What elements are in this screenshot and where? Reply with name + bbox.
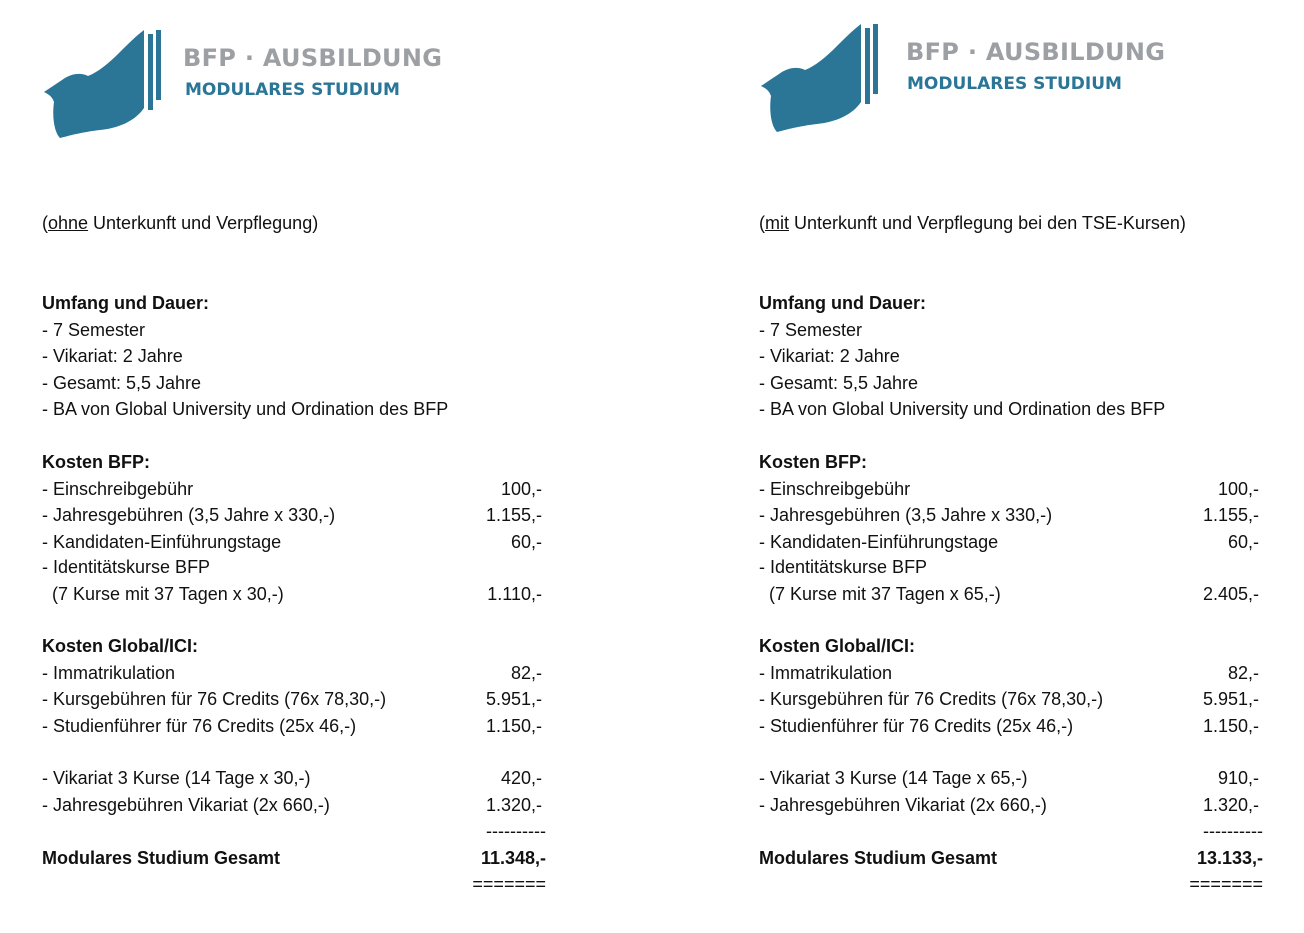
brand-subtitle: MODULARES STUDIUM: [907, 74, 1122, 94]
cost-row: - Vikariat 3 Kurse (14 Tage x 30,-) 420,-: [42, 768, 542, 788]
cost-row: - Immatrikulation 82,-: [759, 663, 1259, 683]
total-row: Modulares Studium Gesamt 11.348,-: [42, 848, 546, 868]
global-costs-heading: Kosten Global/ICI:: [759, 636, 916, 656]
cost-row: - Kandidaten-Einführungstage 60,-: [42, 532, 542, 552]
sum-separator: ----------: [486, 821, 546, 841]
cost-row: - Einschreibgebühr 100,-: [759, 479, 1259, 499]
scope-item: - Vikariat: 2 Jahre: [42, 346, 183, 366]
total-double-line: =======: [1189, 874, 1263, 894]
cost-row: - Jahresgebühren Vikariat (2x 660,-) 1.320,-: [42, 795, 542, 815]
accommodation-note: (mit Unterkunft und Verpflegung bei den TSE-Kursen): [759, 213, 1186, 233]
cost-row: - Kursgebühren für 76 Credits (76x 78,30,-) 5.951,-: [42, 689, 542, 709]
dove-logo-icon: [42, 28, 167, 140]
sum-separator: ----------: [1203, 821, 1263, 841]
scope-heading: Umfang und Dauer:: [759, 293, 927, 313]
scope-item: - Gesamt: 5,5 Jahre: [42, 373, 202, 393]
cost-row: - Jahresgebühren Vikariat (2x 660,-) 1.320,-: [759, 795, 1259, 815]
scope-item: - 7 Semester: [42, 320, 146, 340]
cost-row: - Identitätskurse BFP: [759, 557, 928, 577]
cost-row: - Kursgebühren für 76 Credits (76x 78,30,-) 5.951,-: [759, 689, 1259, 709]
dove-logo-icon: [759, 22, 884, 134]
brand-logo: [759, 22, 1179, 142]
left-column: [42, 0, 602, 933]
cost-row: - Jahresgebühren (3,5 Jahre x 330,-) 1.155,-: [42, 505, 542, 525]
cost-row: - Immatrikulation 82,-: [42, 663, 542, 683]
cost-row: - Studienführer für 76 Credits (25x 46,-) 1.150,-: [759, 716, 1259, 736]
scope-heading: Umfang und Dauer:: [42, 293, 210, 313]
scope-item: - 7 Semester: [759, 320, 863, 340]
scope-item: - BA von Global University und Ordination des BFP: [42, 399, 449, 419]
total-double-line: =======: [472, 874, 546, 894]
global-costs-heading: Kosten Global/ICI:: [42, 636, 199, 656]
cost-row: (7 Kurse mit 37 Tagen x 65,-) 2.405,-: [769, 584, 1259, 604]
right-column: [759, 0, 1304, 933]
brand-title: BFP · AUSBILDUNG: [183, 44, 443, 72]
brand-logo: [42, 28, 462, 148]
scope-item: - Gesamt: 5,5 Jahre: [759, 373, 919, 393]
scope-item: - BA von Global University und Ordination des BFP: [759, 399, 1166, 419]
cost-row: - Studienführer für 76 Credits (25x 46,-) 1.150,-: [42, 716, 542, 736]
cost-row: - Identitätskurse BFP: [42, 557, 211, 577]
cost-row: - Kandidaten-Einführungstage 60,-: [759, 532, 1259, 552]
cost-row: - Einschreibgebühr 100,-: [42, 479, 542, 499]
bfp-costs-heading: Kosten BFP:: [759, 452, 867, 472]
bfp-costs-heading: Kosten BFP:: [42, 452, 150, 472]
cost-row: - Jahresgebühren (3,5 Jahre x 330,-) 1.155,-: [759, 505, 1259, 525]
note-emphasis: ohne: [48, 213, 89, 233]
note-emphasis: mit: [765, 213, 789, 233]
scope-item: - Vikariat: 2 Jahre: [759, 346, 900, 366]
cost-row: - Vikariat 3 Kurse (14 Tage x 65,-) 910,-: [759, 768, 1259, 788]
total-row: Modulares Studium Gesamt 13.133,-: [759, 848, 1263, 868]
accommodation-note: (ohne Unterkunft und Verpflegung): [42, 213, 319, 233]
brand-title: BFP · AUSBILDUNG: [906, 38, 1166, 66]
cost-row: (7 Kurse mit 37 Tagen x 30,-) 1.110,-: [52, 584, 542, 604]
brand-subtitle: MODULARES STUDIUM: [185, 80, 400, 100]
